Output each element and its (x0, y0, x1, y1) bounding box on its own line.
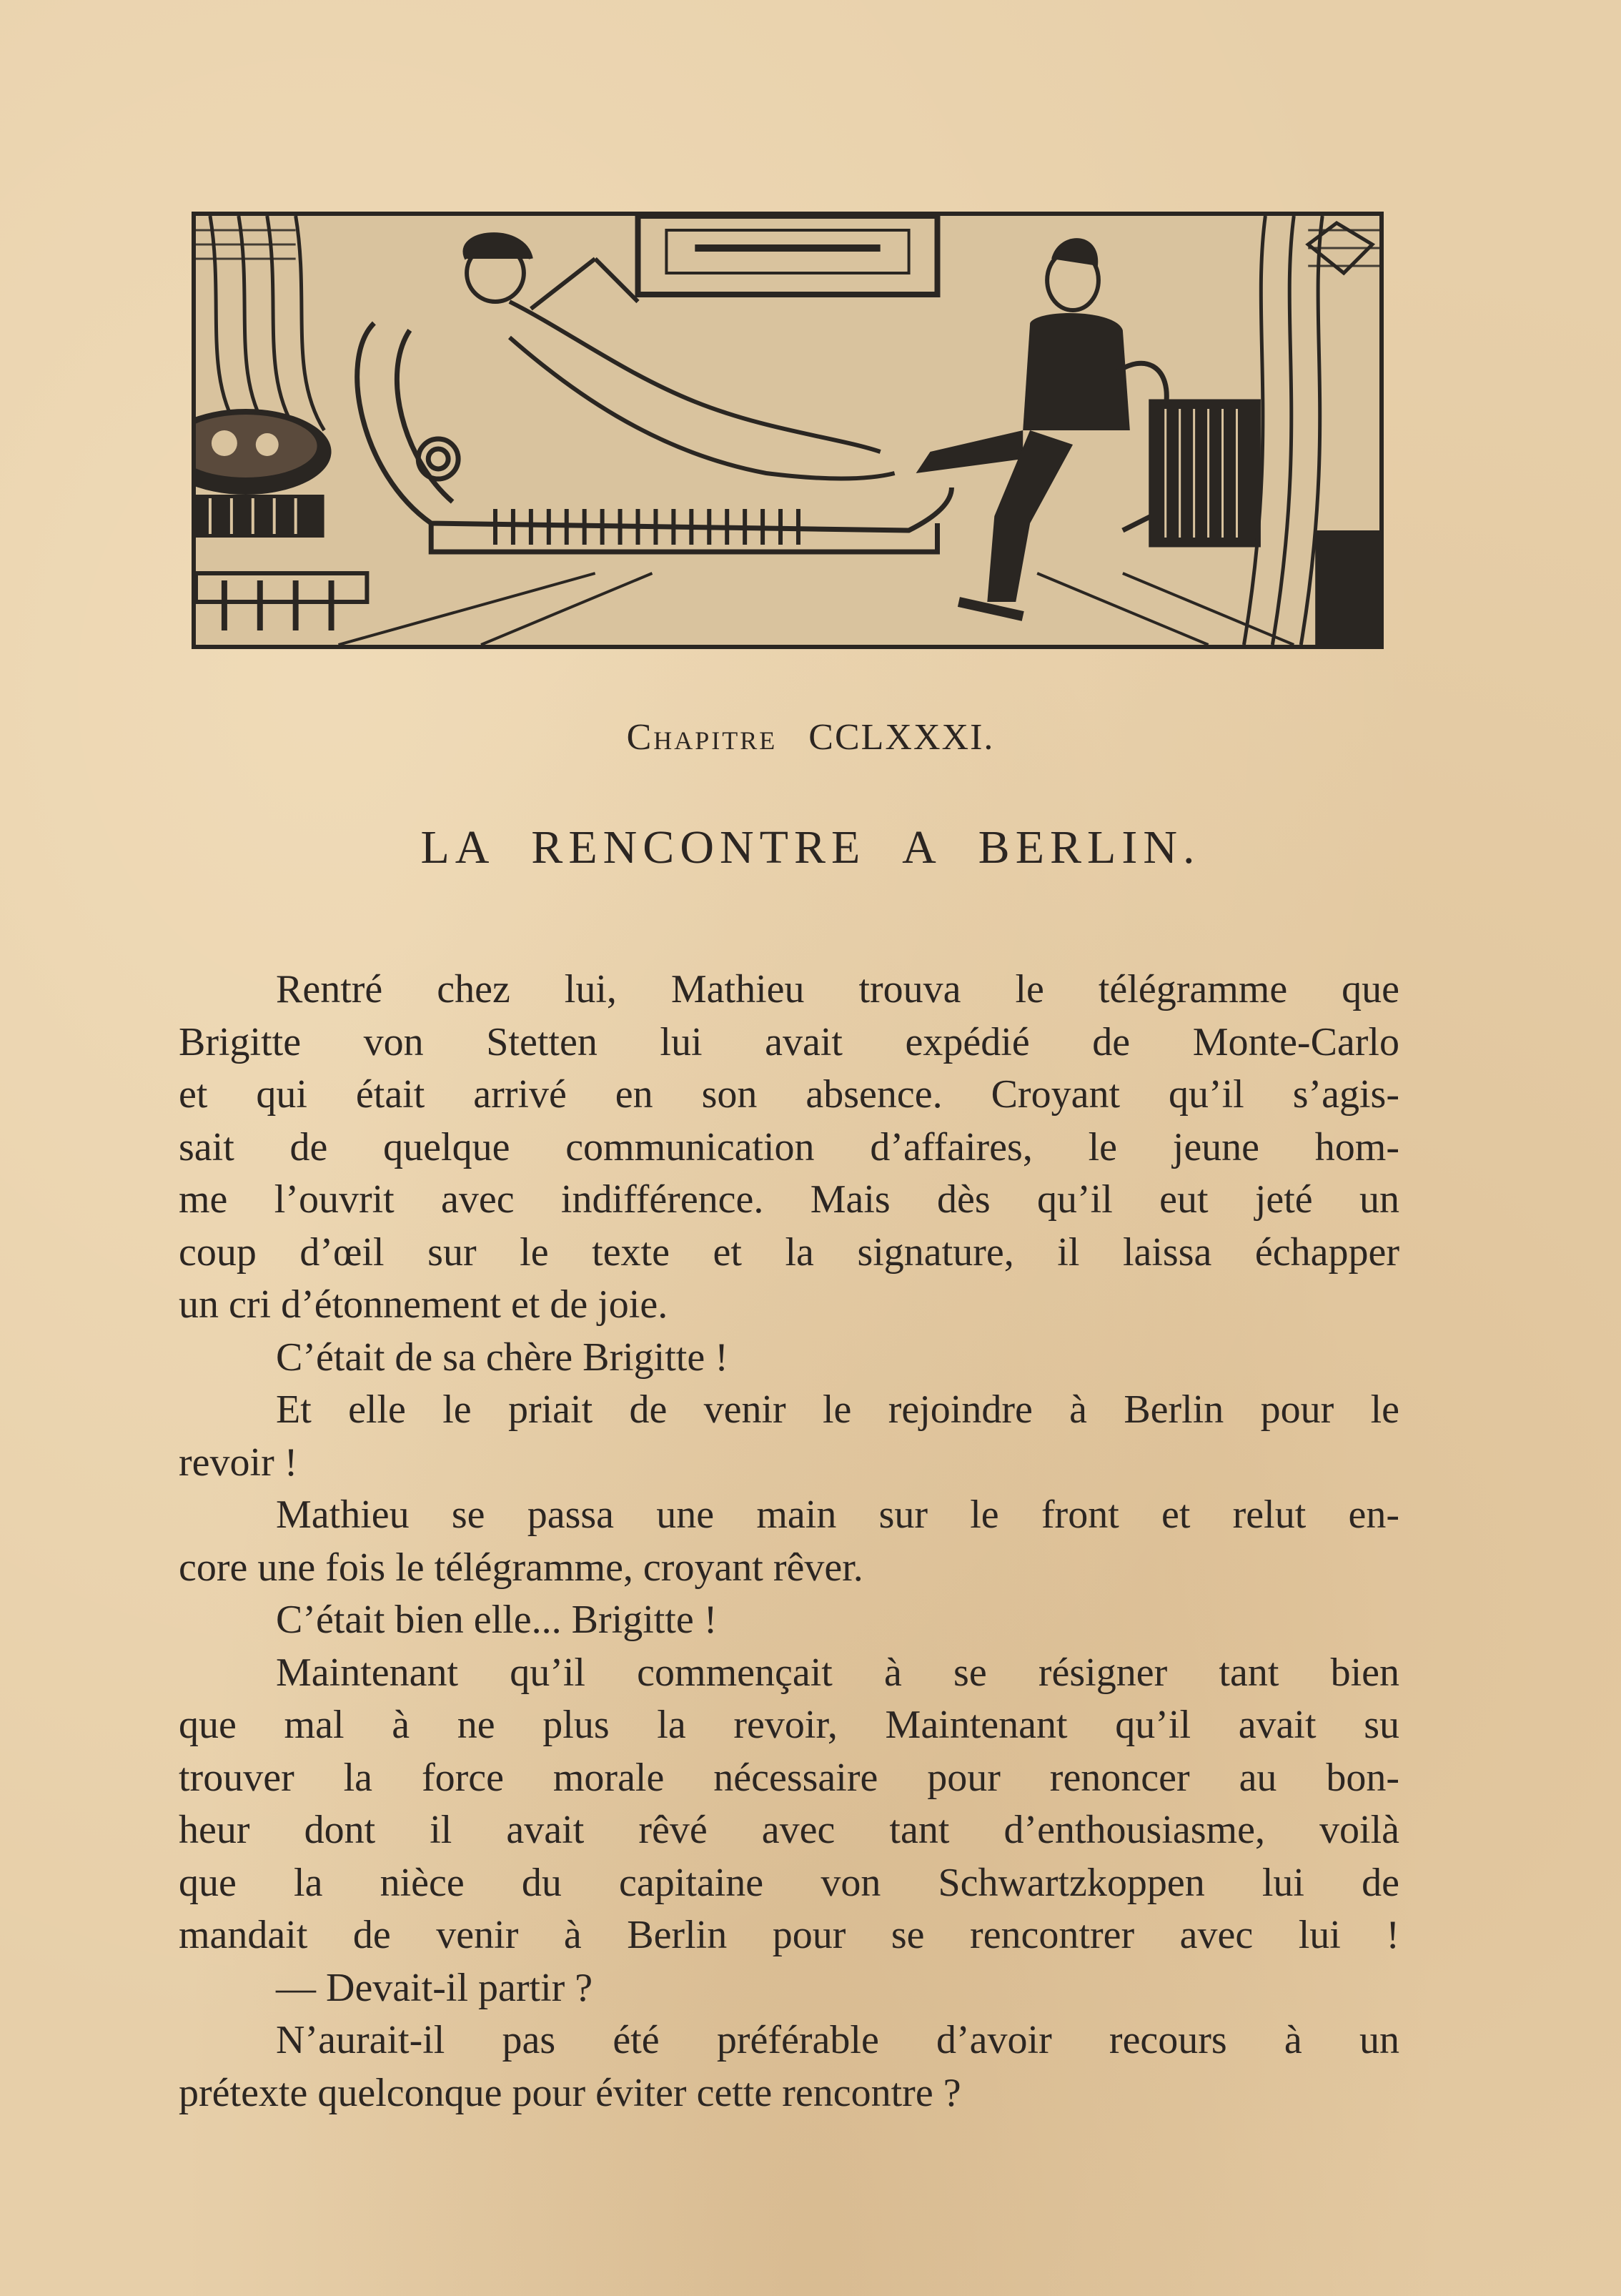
text-line: un cri d’étonnement et de joie. (179, 1282, 668, 1327)
text-line: — Devait-il partir ? (276, 1965, 593, 2010)
woodcut-engraving (196, 216, 1379, 645)
text-line: que mal à ne plus la revoir, Maintenant qu’il avait su (179, 1703, 1399, 1747)
text-line: C’était bien elle... Brigitte ! (276, 1598, 718, 1642)
body-text (179, 964, 1399, 2119)
text-line: et qui était arrivé en son absence. Croyant qu’il s’agis- (179, 1072, 1399, 1117)
text-line: Maintenant qu’il commençait à se résigner tant bien (276, 1650, 1399, 1695)
text-line: Et elle le priait de venir le rejoindre à Berlin pour le (276, 1387, 1399, 1432)
chapter-title: LA RENCONTRE A BERLIN. (420, 821, 1201, 874)
text-line: mandait de venir à Berlin pour se rencontrer avec lui ! (179, 1913, 1399, 1957)
text-line: me l’ouvrit avec indifférence. Mais dès qu’il eut jeté un (179, 1177, 1399, 1222)
text-line: Mathieu se passa une main sur le front et relut en- (276, 1493, 1399, 1537)
text-line: revoir ! (179, 1440, 298, 1485)
text-line: que la nièce du capitaine von Schwartzkoppen lui de (179, 1860, 1399, 1905)
chapter-illustration (192, 212, 1384, 649)
text-line: coup d’œil sur le texte et la signature, il laissa échapper (179, 1229, 1399, 1275)
text-line: C’était de sa chère Brigitte ! (276, 1335, 728, 1380)
chapter-word: Chapitre (626, 717, 778, 758)
text-line: N’aurait-il pas été préférable d’avoir recours à un (276, 2018, 1399, 2062)
text-line: prétexte quelconque pour éviter cette rencontre ? (179, 2070, 961, 2115)
chapter-heading (0, 716, 1621, 758)
text-line: Rentré chez lui, Mathieu trouva le télégramme que (276, 967, 1399, 1011)
text-line: Brigitte von Stetten lui avait expédié de Monte-Carlo (179, 1019, 1399, 1064)
text-line: core une fois le télégramme, croyant rêver. (179, 1545, 863, 1590)
side-table (196, 409, 332, 538)
chapter-number: CCLXXXI. (808, 717, 995, 758)
text-line: heur dont il avait rêvé avec tant d’enthousiasme, voilà (179, 1808, 1399, 1852)
text-line: sait de quelque communication d’affaires, le jeune hom- (179, 1124, 1399, 1169)
text-line: trouver la force morale nécessaire pour renoncer au bon- (179, 1755, 1399, 1800)
